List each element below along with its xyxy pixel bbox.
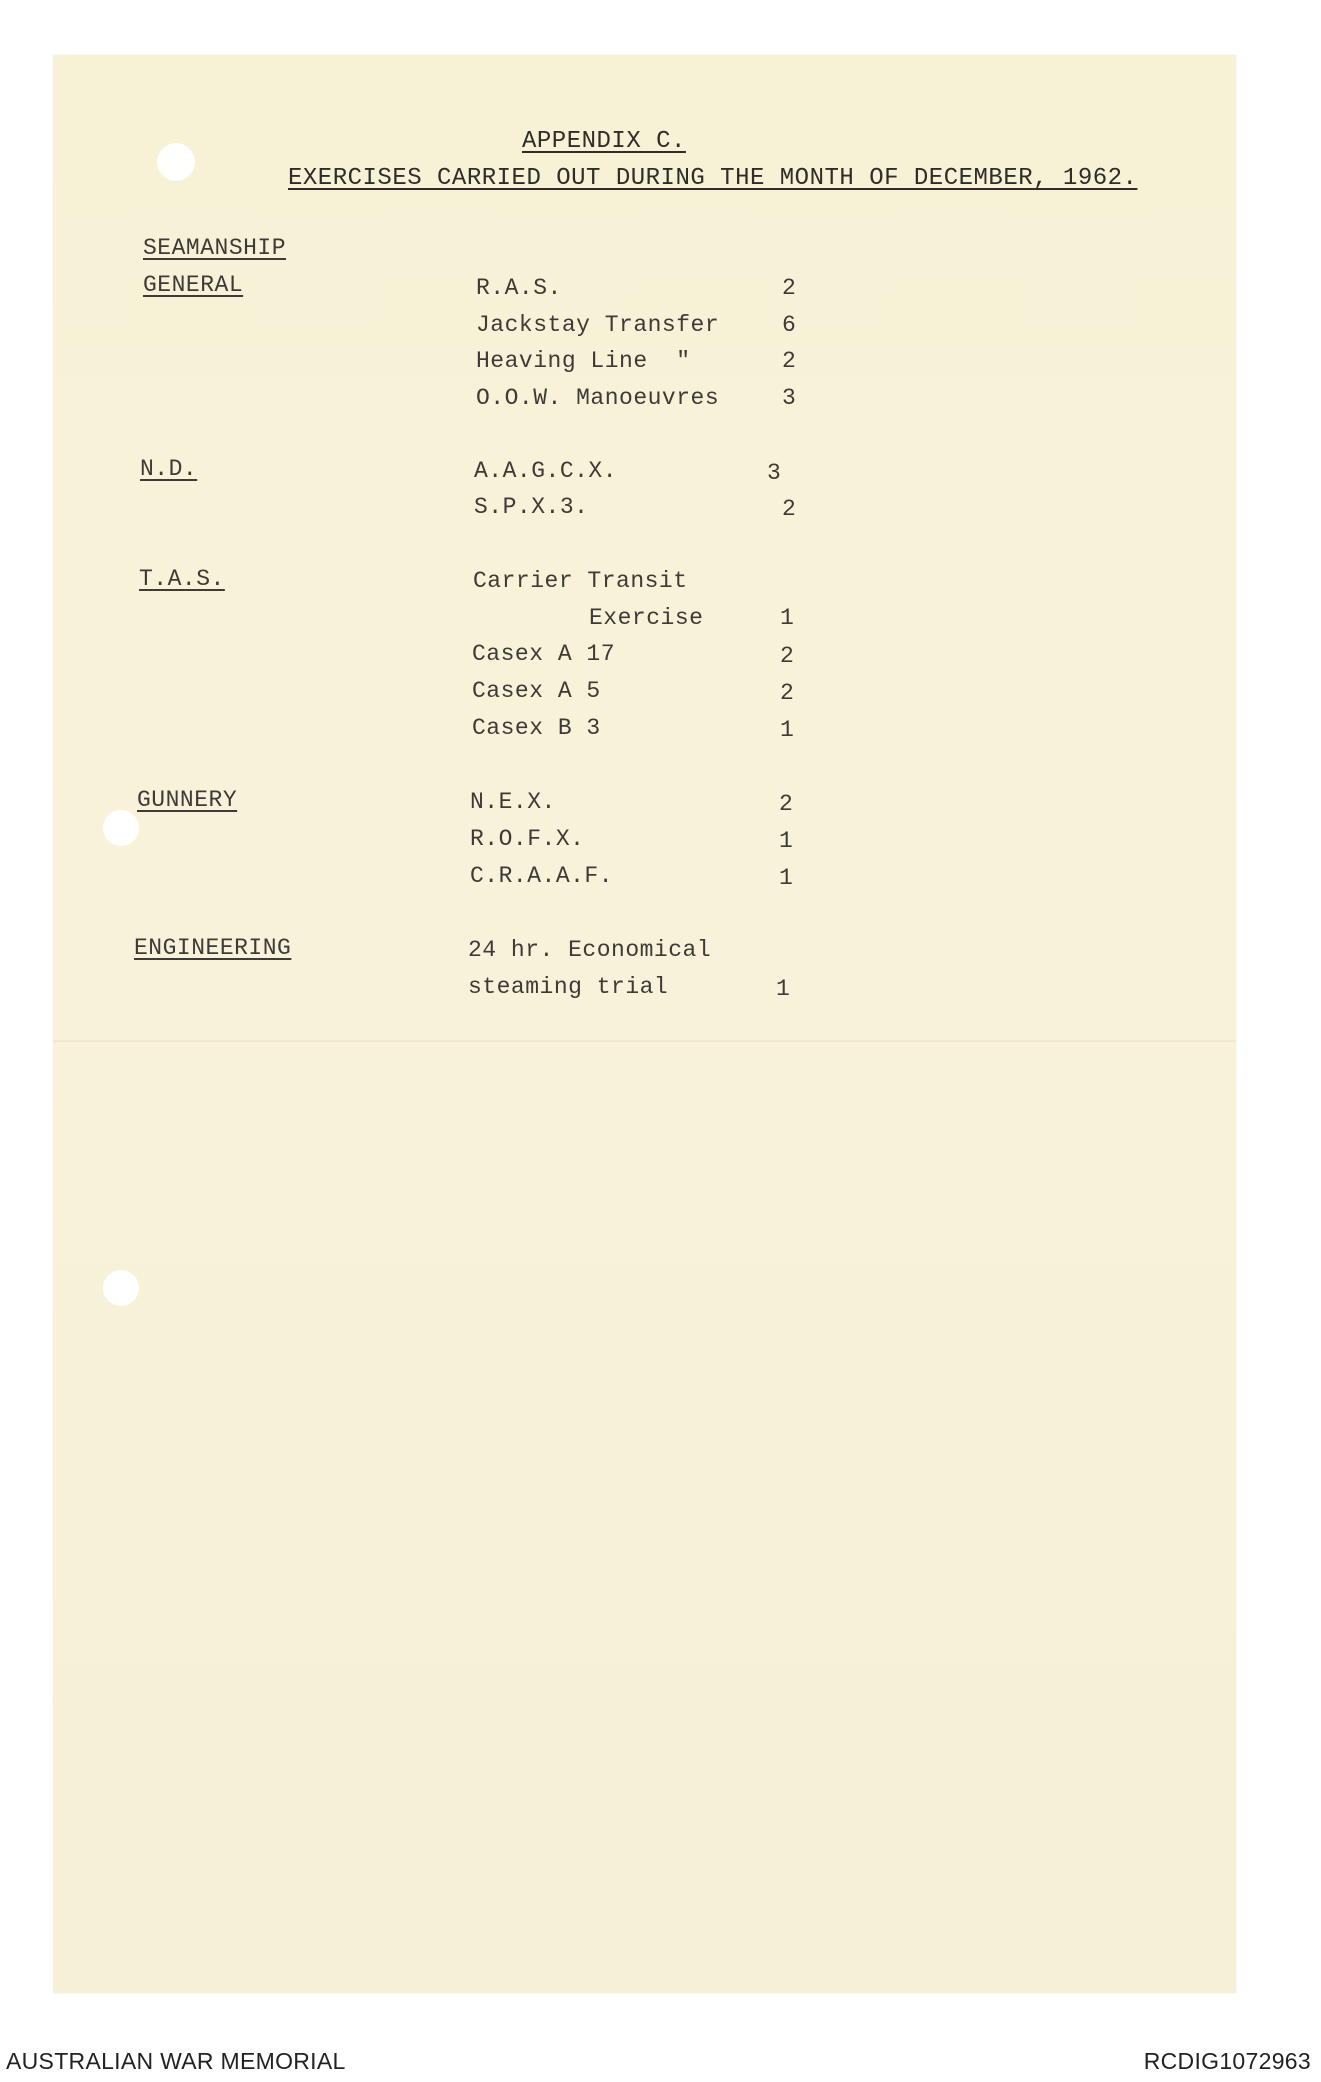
- exercise-count: 2: [782, 275, 797, 301]
- exercise-name: Jackstay Transfer: [476, 312, 720, 338]
- exercise-count: 1: [779, 828, 794, 854]
- section-heading-engineering: ENGINEERING: [134, 935, 292, 961]
- paper-sheet: [53, 55, 1236, 1993]
- exercise-name: S.P.X.3.: [474, 494, 589, 520]
- exercise-count: 2: [780, 643, 795, 669]
- section-heading-tas: T.A.S.: [139, 566, 225, 592]
- section-heading-seamanship: SEAMANSHIP: [143, 235, 287, 261]
- punch-hole-icon: [103, 810, 139, 846]
- exercise-name: Heaving Line ": [476, 348, 691, 374]
- exercise-count: 3: [782, 385, 797, 411]
- torn-corner-mark: [157, 143, 195, 181]
- section-heading-nd: N.D.: [140, 456, 198, 482]
- exercise-count: 1: [776, 976, 791, 1002]
- exercise-count: 1: [779, 865, 794, 891]
- exercise-count: 2: [780, 680, 795, 706]
- exercise-name-continued: steaming trial: [468, 974, 669, 1000]
- exercise-name: R.A.S.: [476, 275, 562, 301]
- exercise-name: C.R.A.A.F.: [470, 863, 614, 889]
- exercise-name: O.O.W. Manoeuvres: [476, 385, 720, 411]
- punch-hole-icon: [103, 1270, 139, 1306]
- footer-record-id: RCDIG1072963: [1143, 2048, 1311, 2074]
- section-heading-gunnery: GUNNERY: [137, 787, 238, 813]
- exercise-name: R.O.F.X.: [470, 826, 585, 852]
- exercise-count: 1: [780, 605, 795, 631]
- exercise-name: 24 hr. Economical: [468, 937, 712, 963]
- exercise-count: 3: [767, 460, 782, 486]
- exercise-count: 2: [782, 496, 797, 522]
- document-title: EXERCISES CARRIED OUT DURING THE MONTH OF DECEMBER, 1962.: [288, 165, 1138, 192]
- exercise-count: 1: [780, 717, 795, 743]
- exercise-name: Casex A 17: [472, 641, 616, 667]
- exercise-name: N.E.X.: [470, 789, 556, 815]
- exercise-count: 6: [782, 312, 797, 338]
- fold-line: [53, 1040, 1236, 1042]
- exercise-name: Carrier Transit: [473, 568, 688, 594]
- exercise-name: A.A.G.C.X.: [474, 458, 618, 484]
- footer-archive-name: AUSTRALIAN WAR MEMORIAL: [6, 2048, 346, 2074]
- appendix-heading: APPENDIX C.: [522, 128, 686, 155]
- exercise-count: 2: [779, 791, 794, 817]
- exercise-count: 2: [782, 348, 797, 374]
- exercise-name: Casex B 3: [472, 715, 601, 741]
- section-heading-general: GENERAL: [143, 272, 244, 298]
- exercise-name-continued: Exercise: [589, 605, 704, 631]
- exercise-name: Casex A 5: [472, 678, 601, 704]
